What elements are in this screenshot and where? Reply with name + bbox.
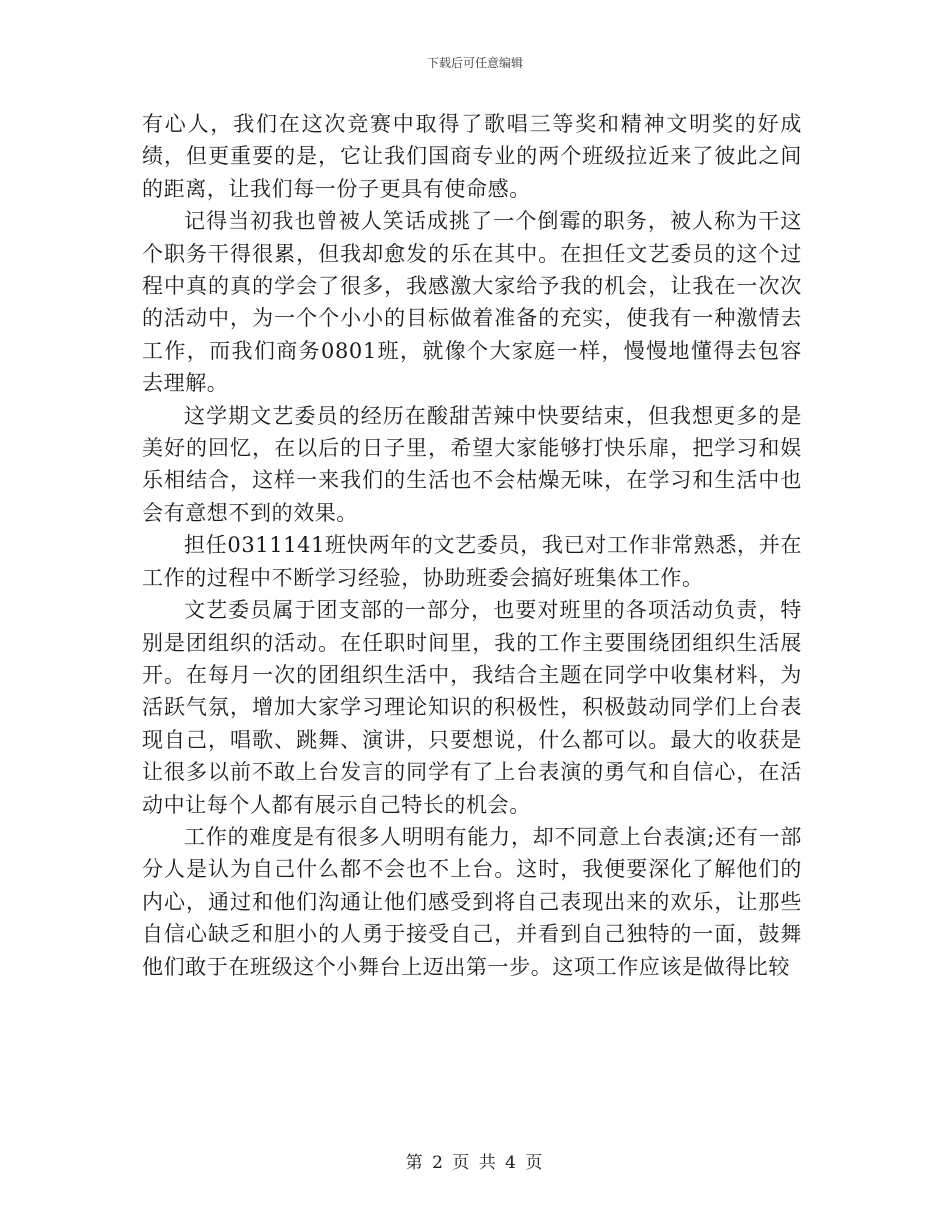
paragraph: 文艺委员属于团支部的一部分，也要对班里的各项活动负责，特别是团组织的活动。在任职时间里，我的工作主要围绕团组织生活展开。在每月一次的团组织生活中，我结合主题在同学中收集材料，为活跃气氛，增加大家学习理论知识的积极性，积极鼓动同学们上台表现自己，唱歌、跳舞、演讲，只要想说，什么都可以。最大的收获是让很多以前不敢上台发言的同学有了上台表演的勇气和自信心，在活动中让每个人都有展示自己特长的机会。 <box>142 598 802 817</box>
paragraph: 工作的难度是有很多人明明有能力，却不同意上台表演;还有一部分人是认为自己什么都不会也不上台。这时，我便要深化了解他们的内心，通过和他们沟通让他们感受到将自己表现出来的欢乐，让那些自信心缺乏和胆小的人勇于接受自己，并看到自己独特的一面，鼓舞他们敢于在班级这个小舞台上迈出第一步。这项工作应该是做得比较 <box>142 824 802 979</box>
document-body <box>142 108 802 983</box>
page-footer: 第 2 页 共 4 页 <box>405 1153 545 1173</box>
paragraph-continuation: 有心人，我们在这次竞赛中取得了歌唱三等奖和精神文明奖的好成绩，但更重要的是，它让我们国商专业的两个班级拉近来了彼此之间的距离，让我们每一份子更具有使命感。 <box>142 112 802 201</box>
paragraph: 记得当初我也曾被人笑话成挑了一个倒霉的职务，被人称为干这个职务干得很累，但我却愈发的乐在其中。在担任文艺委员的这个过程中真的真的学会了很多，我感激大家给予我的机会，让我在一次次的活动中，为一个个小小的目标做着准备的充实，使我有一种激情去工作，而我们商务0801班，就像个大家庭一样，慢慢地懂得去包容去理解。 <box>142 209 802 396</box>
paragraph: 这学期文艺委员的经历在酸甜苦辣中快要结束，但我想更多的是美好的回忆，在以后的日子里，希望大家能够打快乐扉，把学习和娱乐相结合，这样一来我们的生活也不会枯燥无味，在学习和生活中也会有意想不到的效果。 <box>142 403 802 525</box>
paragraph: 担任0311141班快两年的文艺委员，我已对工作非常熟悉，并在工作的过程中不断学习经验，协助班委会搞好班集体工作。 <box>142 533 802 590</box>
page-header: 下载后可任意编辑 <box>426 56 523 70</box>
